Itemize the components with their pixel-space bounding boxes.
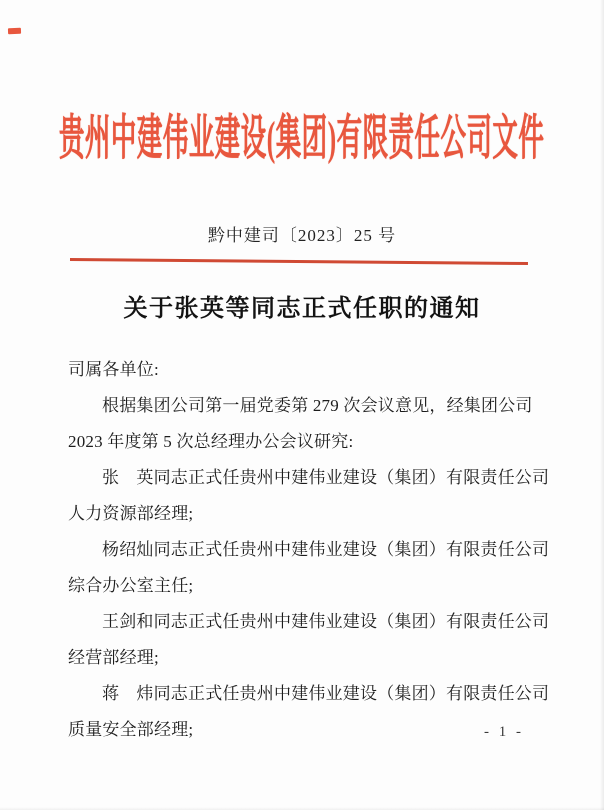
body-line: 王剑和同志正式任贵州中建伟业建设（集团）有限责任公司 [102,612,550,631]
doc-number: 黔中建司〔2023〕25 号 [207,226,397,245]
doc-body [68,352,550,748]
red-divider-rule [70,258,528,265]
scan-edge [600,0,604,810]
red-letterhead [0,100,604,168]
body-line: 张 英同志正式任贵州中建伟业建设（集团）有限责任公司 [102,468,550,487]
body-line: 根据集团公司第一届党委第 279 次会议意见，经集团公司 [102,396,533,415]
scan-artifact-mark [8,28,21,34]
doc-title: 关于张英等同志正式任职的通知 [123,296,481,322]
body-line: 2023 年度第 5 次总经理办公会议研究: [68,432,354,451]
body-line: 蒋 炜同志正式任贵州中建伟业建设（集团）有限责任公司 [102,684,550,703]
org-title: 贵州中建伟业建设(集团)有限责任公司文件 [59,110,545,165]
body-line: 人力资源部经理; [68,504,194,523]
body-line: 综合办公室主任; [68,576,194,595]
body-line: 经营部经理; [68,648,159,667]
body-line: 杨绍灿同志正式任贵州中建伟业建设（集团）有限责任公司 [102,540,550,559]
body-line: 质量安全部经理; [68,720,194,739]
page-number: - 1 - [484,724,524,740]
body-line: 司属各单位: [68,360,159,379]
